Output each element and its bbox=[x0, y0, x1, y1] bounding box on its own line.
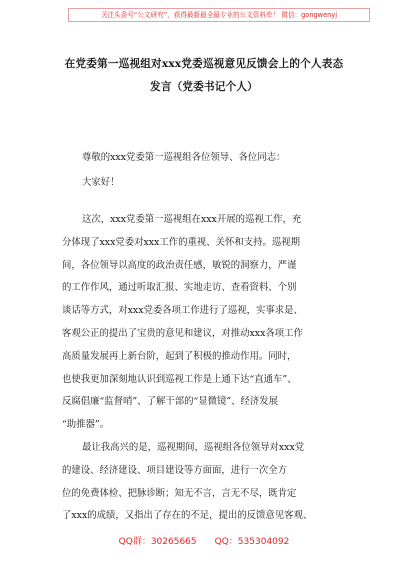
paragraph-2 bbox=[62, 437, 372, 528]
qq-group: QQ群：30265665 bbox=[118, 537, 197, 547]
paragraph-line: 最让我高兴的是，巡视期间，巡视组各位领导对xxx党 bbox=[82, 442, 305, 453]
paragraph-line: 反腐倡廉“监督哨”、了解干部的“显微镜”、经济发展 bbox=[62, 396, 279, 408]
qq-number: QQ：535304092 bbox=[214, 537, 290, 547]
paragraph-line: 的工作作风，通过听取汇报、实地走访、查看资料、个别 bbox=[62, 282, 297, 294]
paragraph-line: 这次，xxx党委第一巡视组在xxx开展的巡视工作，充 bbox=[82, 214, 302, 225]
paragraph-line: “助推器”。 bbox=[62, 419, 110, 431]
paragraph-line: 分体现了xxx党委对xxx工作的重视、关怀和支持。巡视期 bbox=[62, 236, 300, 248]
paragraph-line: 了xxx的成绩，又指出了存在的不足，提出的反馈意见客观、 bbox=[62, 510, 313, 522]
paragraph-line: 高质量发展再上新台阶，起到了积极的推动作用。同时， bbox=[62, 350, 297, 362]
paragraph-line: 位的免费体检、把脉诊断；知无不言，言无不尽，既肯定 bbox=[62, 487, 297, 499]
paragraph-line: 谈话等方式，对xxx党委各项工作进行了巡视，实事求是、 bbox=[62, 305, 303, 317]
paragraph-1 bbox=[62, 209, 372, 437]
paragraph-line: 间，各位领导以高度的政治责任感，敏锐的洞察力，严谨 bbox=[62, 259, 297, 271]
salutation-text: 尊敬的xxx党委第一巡视组各位领导、各位同志： bbox=[82, 152, 286, 163]
greeting-text: 大家好！ bbox=[82, 177, 120, 188]
contact-footer bbox=[0, 536, 408, 548]
document-title-line1: 在党委第一巡视组对xxx党委巡视意见反馈会上的个人表态 bbox=[64, 58, 344, 70]
promo-banner: 关注头条号“公文研究”，获得最新最全最专业的公文资料库！ 微信：gongwenyj bbox=[68, 8, 370, 22]
paragraph-line: 也使我更加深刻地认识到巡视工作是上通下达“直通车”、 bbox=[62, 373, 297, 385]
document-title-line2: 发言（党委书记个人） bbox=[150, 81, 258, 93]
paragraph-line: 的建设、经济建设、项目建设等方面面，进行一次全方 bbox=[62, 464, 288, 476]
salutation bbox=[62, 147, 372, 170]
paragraph-line: 客观公正的提出了宝贵的意见和建议，对推动xxx各项工作 bbox=[62, 327, 303, 339]
greeting bbox=[62, 172, 372, 195]
